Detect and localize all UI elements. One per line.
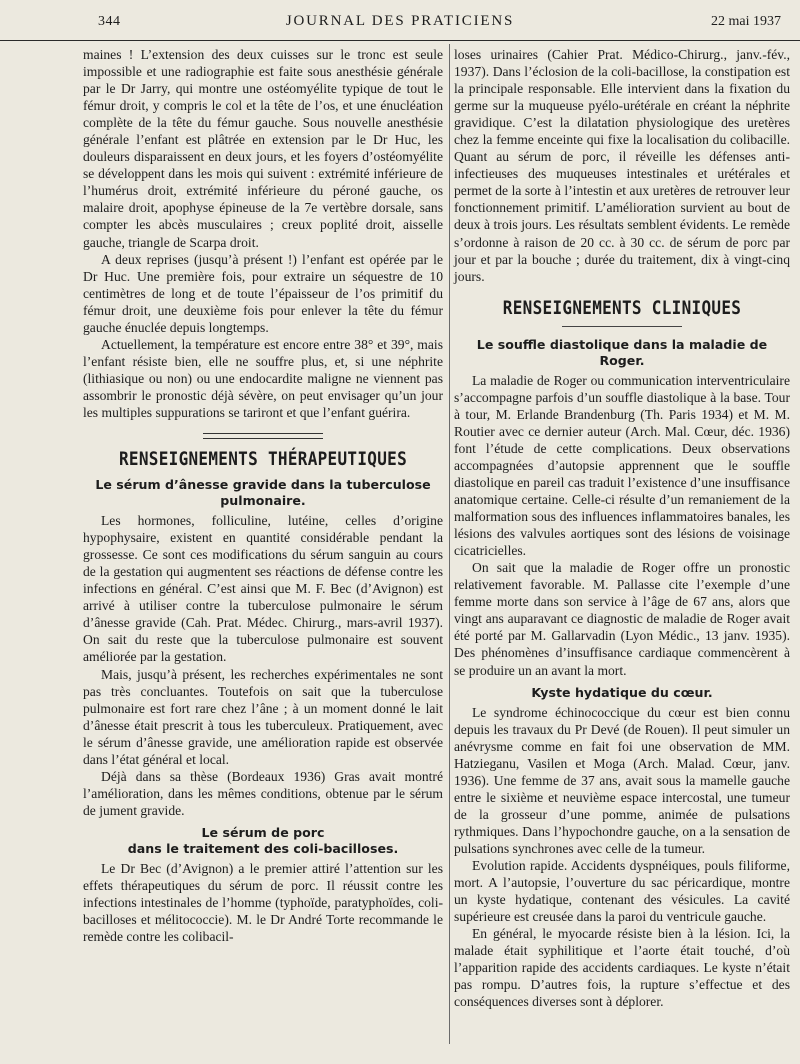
paragraph: Déjà dans sa thèse (Bordeaux 1936) Gras avait montré l’amélioration, dans les mêmes conditions, obtenue par le sérum de jument gravide. [83,768,443,818]
paragraph: A deux reprises (jusqu’à présent !) l’enfant est opérée par le Dr Huc. Une première fois, pour extraire un séquestre de 10 centimètres de long et de toute l’épaisseur de l’os primitif du fémur droit, une deuxième fois pour enlever la tête du fémur gauche énuclée depuis longtemps. [83,251,443,335]
section-title: RENSEIGNEMENTS THÉRAPEUTIQUES [118,447,408,470]
paragraph: En général, le myocarde résiste bien à la lésion. Ici, la malade était syphilitique et l’aorte était touché, d’où l’apparition rapide des accidents cardiaques. Le kyste n’était pas rompu. D’autres fois, la rupture s’effectue et des conséquences diverses sont à déplorer. [454,926,790,1010]
article-heading [83,825,443,857]
article-heading: Le sérum d’ânesse gravide dans la tuberculose pulmonaire. [95,477,431,509]
paragraph: Mais, jusqu’à présent, les recherches expérimentales ne sont pas très concluantes. Toutefois on sait que la tuberculose pulmonaire est fort rare chez l’âne ; à un moment donné le lait d’ânesse était prescrit à tous les tuberculeux. Pratiquement, avec le sérum d’ânesse gravide, une amélioration rapide est observée dans l’état général et local. [83,666,443,767]
section-rule [203,433,323,439]
paragraph: loses urinaires (Cahier Prat. Médico-Chirurg., janv.-fév., 1937). Dans l’éclosion de la coli-bacillose, la constipation est la principale responsable. Elle intervient dans la fixation du germe sur la muqueuse pyélo-urétérale en créant la néphrite gravidique. C’est la dilatation physiologique des uretères chez la femme enceinte qui fixe la localisation du colibacille. Quant au sérum de porc, il réveille les défenses anti-infectieuses des muqueuses intestinales et urétérales et permet de la sorte à l’intestin et aux uretères de retrouver leur fonctionnement primitif. L’amélioration survient au bout de deux à trois jours. Les résultats semblent évidents. Le remède s’ordonne à raison de 20 cc. à 30 cc. de sérum de porc par jour et par la bouche ; durée du traitement, dix à vingt-cinq jours. [454,47,790,284]
article-heading: Le souffle diastolique dans la maladie de Roger. [476,336,768,368]
paragraph: Actuellement, la température est encore entre 38° et 39°, mais l’enfant résiste bien, elle ne souffre plus, et, si une néphrite (lithiasique ou non) ou une endocardite maligne ne viennent pas assombrir le pronostic déjà sévère, on peut envisager qu’un jour les multiples suppurations se tariront et que l’enfant guérira. [83,336,443,420]
issue-date: 22 mai 1937 [711,14,781,29]
paragraph: Le syndrome échinococcique du cœur est bien connu depuis les travaux du Pr Devé (de Rouen). Il peut simuler un anévrysme comme en fait foi une observation de MM. Hatzieganu, Vasilen et Moga (Arch. Malad. Cœur, janv. 1936). Une femme de 37 ans, avait sous la mamelle gauche entre le sixième et neuvième espace intercostal, une tumeur de la grosseur d’une pomme, animée de pulsations rythmiques. Dans l’hypochondre gauche, on a la sensation de pulsations synchrones avec celle de la tumeur. [454,704,790,856]
running-header [0,0,800,41]
section-title: RENSEIGNEMENTS CLINIQUES [502,296,742,319]
paragraph: Les hormones, folliculine, lutéine, celles d’origine hypophysaire, existent en quantité considérable pendant la grossesse. Ce sont ces modifications du sérum sanguin au cours de la gestation qui augmentent ses réactions de défense contre les infections en général. C’est ainsi que M. F. Bec (d’Avignon) est arrivé à utiliser contre la tuberculose pulmonaire le sérum d’ânesse gravide (Cah. Prat. Médec. Chirurg., mars-avril 1937). On sait du reste que la tuberculose pulmonaire est souvent améliorée par la gestation. [83,513,443,665]
article-heading-line: dans le traitement des coli-bacilloses. [127,840,399,856]
paragraph: On sait que la maladie de Roger offre un pronostic relativement favorable. M. Pallasse cite l’exemple d’une femme morte dans son service à l’âge de 67 ans, alors que vingt ans auparavant ce diagnostic de maladie de Roger avait été porté par M. Gallarvadin (Lyon Médic., 13 janv. 1935). Des phénomènes d’insuffisance cardiaque commencèrent à se produire un an avant la mort. [454,560,790,678]
paragraph: La maladie de Roger ou communication interventriculaire s’accompagne parfois d’un souffle diastolique à la base. Tour à tour, M. Erlande Brandenburg (Th. Paris 1934) et M. M. Routier avec ce dernier auteur (Arch. Mal. Cœur, déc. 1936) font l’étude de cette complications. Deux observations accompagnées d’autopsie apprennent que le souffle diastolique en pareil cas traduit l’existence d’une insuffisance anatomique certaine. Celle-ci résulte d’un remaniement de la malformation sous des influences inflammatoires banales, les lésions des valvules aortiques sont des lésions de voisinage cicatricielles. [454,372,790,559]
article-heading: Kyste hydatique du cœur. [531,684,713,700]
page-number: 344 [98,14,121,29]
paragraph: Le Dr Bec (d’Avignon) a le premier attiré l’attention sur les effets thérapeutiques du sérum de porc. Il réussit contre les infections intestinales de l’homme (typhoïde, paratyphoïdes, coli-bacilloses et mélitococcie). M. le Dr André Torte recommande le remède contre les colibacil- [83,860,443,945]
journal-title: JOURNAL DES PRATICIENS [285,13,515,29]
section-rule [562,326,682,327]
column-divider [449,44,450,1044]
left-column [83,46,443,945]
article-heading-line: Le sérum de porc [201,824,325,840]
paragraph: Evolution rapide. Accidents dyspnéiques, pouls filiforme, mort. A l’autopsie, l’ouverture du sac péricardique, montre un kyste hydatique, contenant des vésicules. La cavité supérieure est creusée dans la paroi du ventricule gauche. [454,857,790,925]
right-column [454,46,790,1010]
paragraph: maines ! L’extension des deux cuisses sur le tronc est seule impossible et une radiographie est faite sous anesthésie générale par le Dr Jarry, qui montre une ostéomyélite typique de tout le fémur droit, y compris le col et la tête de l’os, et une énucléation complète de la tête du fémur gauche. Sous nouvelle anesthésie générale l’enfant est plâtrée en extension par le Dr Huc, les douleurs disparaissent en deux jours, et les foyers d’ostéomyélite se développent dans les mois qui suivent : extrémité inférieure de l’humérus droit, extrémité inférieure du péroné gauche, os malaire droit, apophyse épineuse de la 7e vertèbre dorsale, sans compter les abcès musculaires ; creux poplité droit, aisselle gauche, triangle de Scarpa droit. [83,47,443,250]
